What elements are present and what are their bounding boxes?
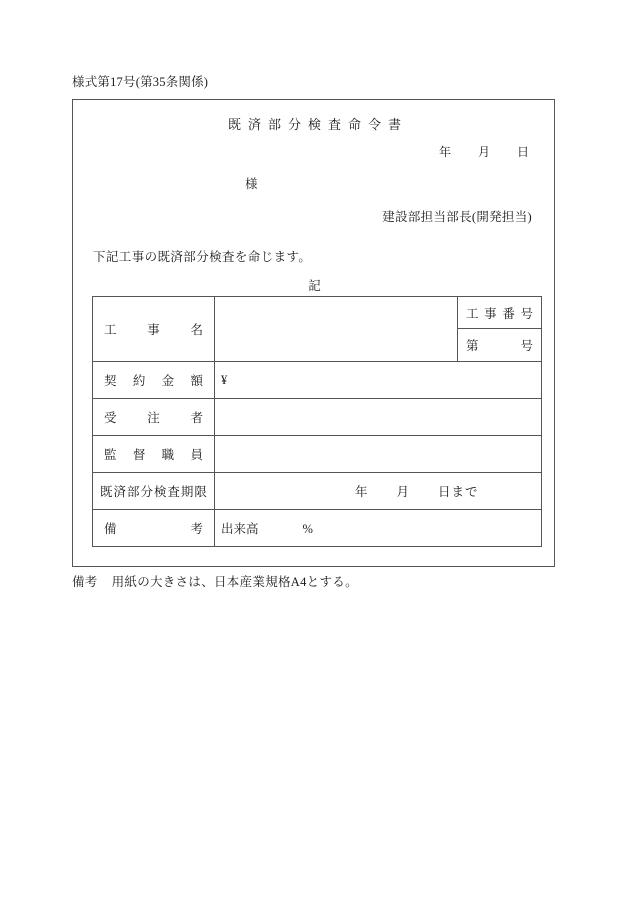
number-suffix-label: 号: [520, 339, 533, 353]
progress-rate-label: 出来高: [221, 522, 259, 536]
project-number-field[interactable]: [458, 329, 541, 361]
label-char: 監: [104, 448, 117, 462]
deadline-date-field: [215, 482, 541, 500]
value-cell-supervisor[interactable]: [215, 436, 542, 473]
number-prefix-label: 第: [466, 339, 479, 353]
label-char: 済: [113, 485, 126, 499]
label-char: 名: [190, 323, 203, 337]
label-char: 検: [153, 485, 167, 499]
label-char: 者: [190, 411, 203, 425]
label-char: 考: [190, 522, 203, 536]
table-row: [93, 473, 542, 510]
addressee-honorific: 様: [245, 177, 258, 191]
table-row: [93, 510, 542, 547]
date-month-label: 月: [477, 145, 491, 159]
label-char: 金: [161, 374, 175, 388]
label-char: 限: [194, 485, 207, 499]
label-cell-supervisor: [93, 436, 215, 473]
label-char: 約: [132, 374, 146, 388]
issuer-title: 建設部担当部長(開発担当): [382, 210, 532, 224]
label-cell-project-name: [93, 297, 215, 362]
label-char: 備: [104, 522, 117, 536]
label-char: 事: [484, 306, 497, 321]
label-char: 契: [104, 374, 117, 388]
form-number-label: 様式第17号(第35条関係): [72, 75, 209, 89]
date-year-label: 年: [438, 145, 452, 159]
cell-project-number[interactable]: [458, 297, 542, 362]
label-char: 号: [520, 306, 533, 321]
form-frame: [72, 99, 555, 567]
label-char: 査: [167, 485, 180, 499]
footnote: [72, 572, 358, 590]
value-cell-contractor[interactable]: [215, 399, 542, 436]
table-row: [93, 362, 542, 399]
label-char: 員: [190, 448, 203, 462]
value-cell-remarks[interactable]: [215, 510, 542, 547]
label-char: 注: [147, 411, 160, 425]
label-char: 受: [104, 411, 117, 425]
label-cell-contractor: [93, 399, 215, 436]
ki-mark: 記: [308, 279, 321, 293]
project-number-header: [458, 297, 541, 329]
label-char: 分: [140, 485, 153, 499]
label-cell-remarks: [93, 510, 215, 547]
deadline-year-label: 年: [355, 485, 369, 499]
document-title: 既済部分検査命令書: [227, 117, 408, 132]
label-char: 督: [132, 448, 146, 462]
footnote-text: 用紙の大きさは、日本産業規格A4とする。: [111, 575, 358, 589]
label-char: 番: [502, 306, 515, 321]
label-char: 事: [147, 323, 160, 337]
deadline-month-label: 月: [396, 485, 411, 499]
form-table: [92, 296, 542, 547]
deadline-day-label: 日まで: [438, 485, 479, 499]
label-char: 職: [161, 448, 175, 462]
date-line: [439, 143, 530, 160]
body-statement: 下記工事の既済部分検査を命じます。: [93, 250, 312, 264]
label-char: 額: [190, 374, 203, 388]
percent-sign: %: [302, 522, 313, 536]
table-row: [93, 297, 542, 362]
yen-symbol: ¥: [221, 372, 228, 387]
value-cell-contract-amount[interactable]: [215, 362, 542, 399]
label-char: 既: [100, 485, 113, 499]
footnote-label: 備考: [72, 575, 98, 589]
value-cell-project-name[interactable]: [215, 297, 458, 362]
label-char: 期: [180, 485, 194, 499]
label-cell-contract-amount: [93, 362, 215, 399]
table-row: [93, 436, 542, 473]
label-char: 工: [466, 306, 479, 321]
progress-rate-field: [215, 519, 541, 537]
label-char: 部: [126, 485, 140, 499]
value-cell-inspection-deadline[interactable]: [215, 473, 542, 510]
label-char: 工: [104, 323, 117, 337]
table-row: [93, 399, 542, 436]
date-day-label: 日: [516, 145, 530, 159]
label-cell-inspection-deadline: [93, 473, 215, 510]
